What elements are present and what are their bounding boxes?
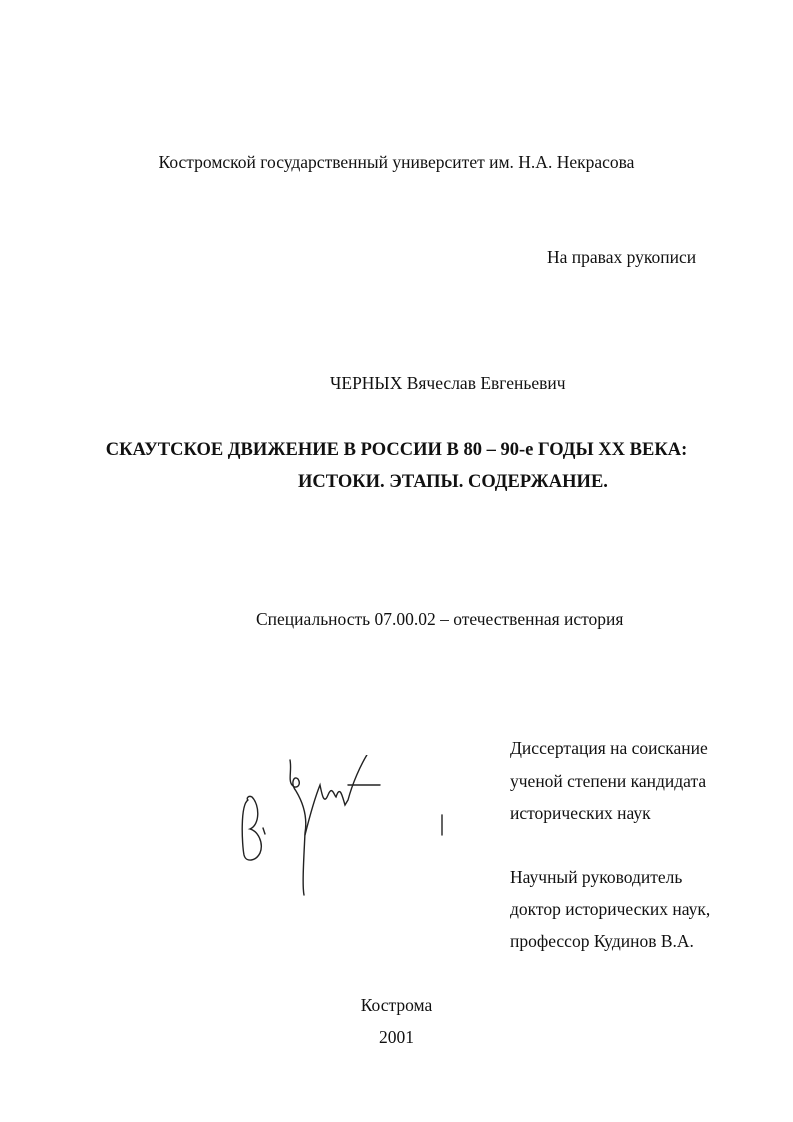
title-line-1: СКАУТСКОЕ ДВИЖЕНИЕ В РОССИИ В 80 – 90-е ГОДЫ XX ВЕКА: [105,440,688,460]
degree-line-1: Диссертация на соискание [510,738,708,758]
manuscript-note: На правах рукописи [547,247,697,267]
supervisor-line-2: доктор исторических наук, [510,899,711,919]
author-signature [230,755,460,975]
title-line-2: ИСТОКИ. ЭТАПЫ. СОДЕРЖАНИЕ. [298,472,608,492]
degree-line-3: исторических наук [510,803,651,823]
university-name: Костромской государственный университет им. Н.А. Некрасова [158,152,635,172]
city: Кострома [360,995,433,1015]
specialty: Специальность 07.00.02 – отечественная история [256,609,624,629]
year: 2001 [379,1027,414,1047]
degree-line-2: ученой степени кандидата [510,771,707,791]
supervisor-line-3: профессор Кудинов В.А. [510,931,694,951]
author-name: ЧЕРНЫХ Вячеслав Евгеньевич [330,373,566,393]
supervisor-line-1: Научный руководитель [510,867,683,887]
